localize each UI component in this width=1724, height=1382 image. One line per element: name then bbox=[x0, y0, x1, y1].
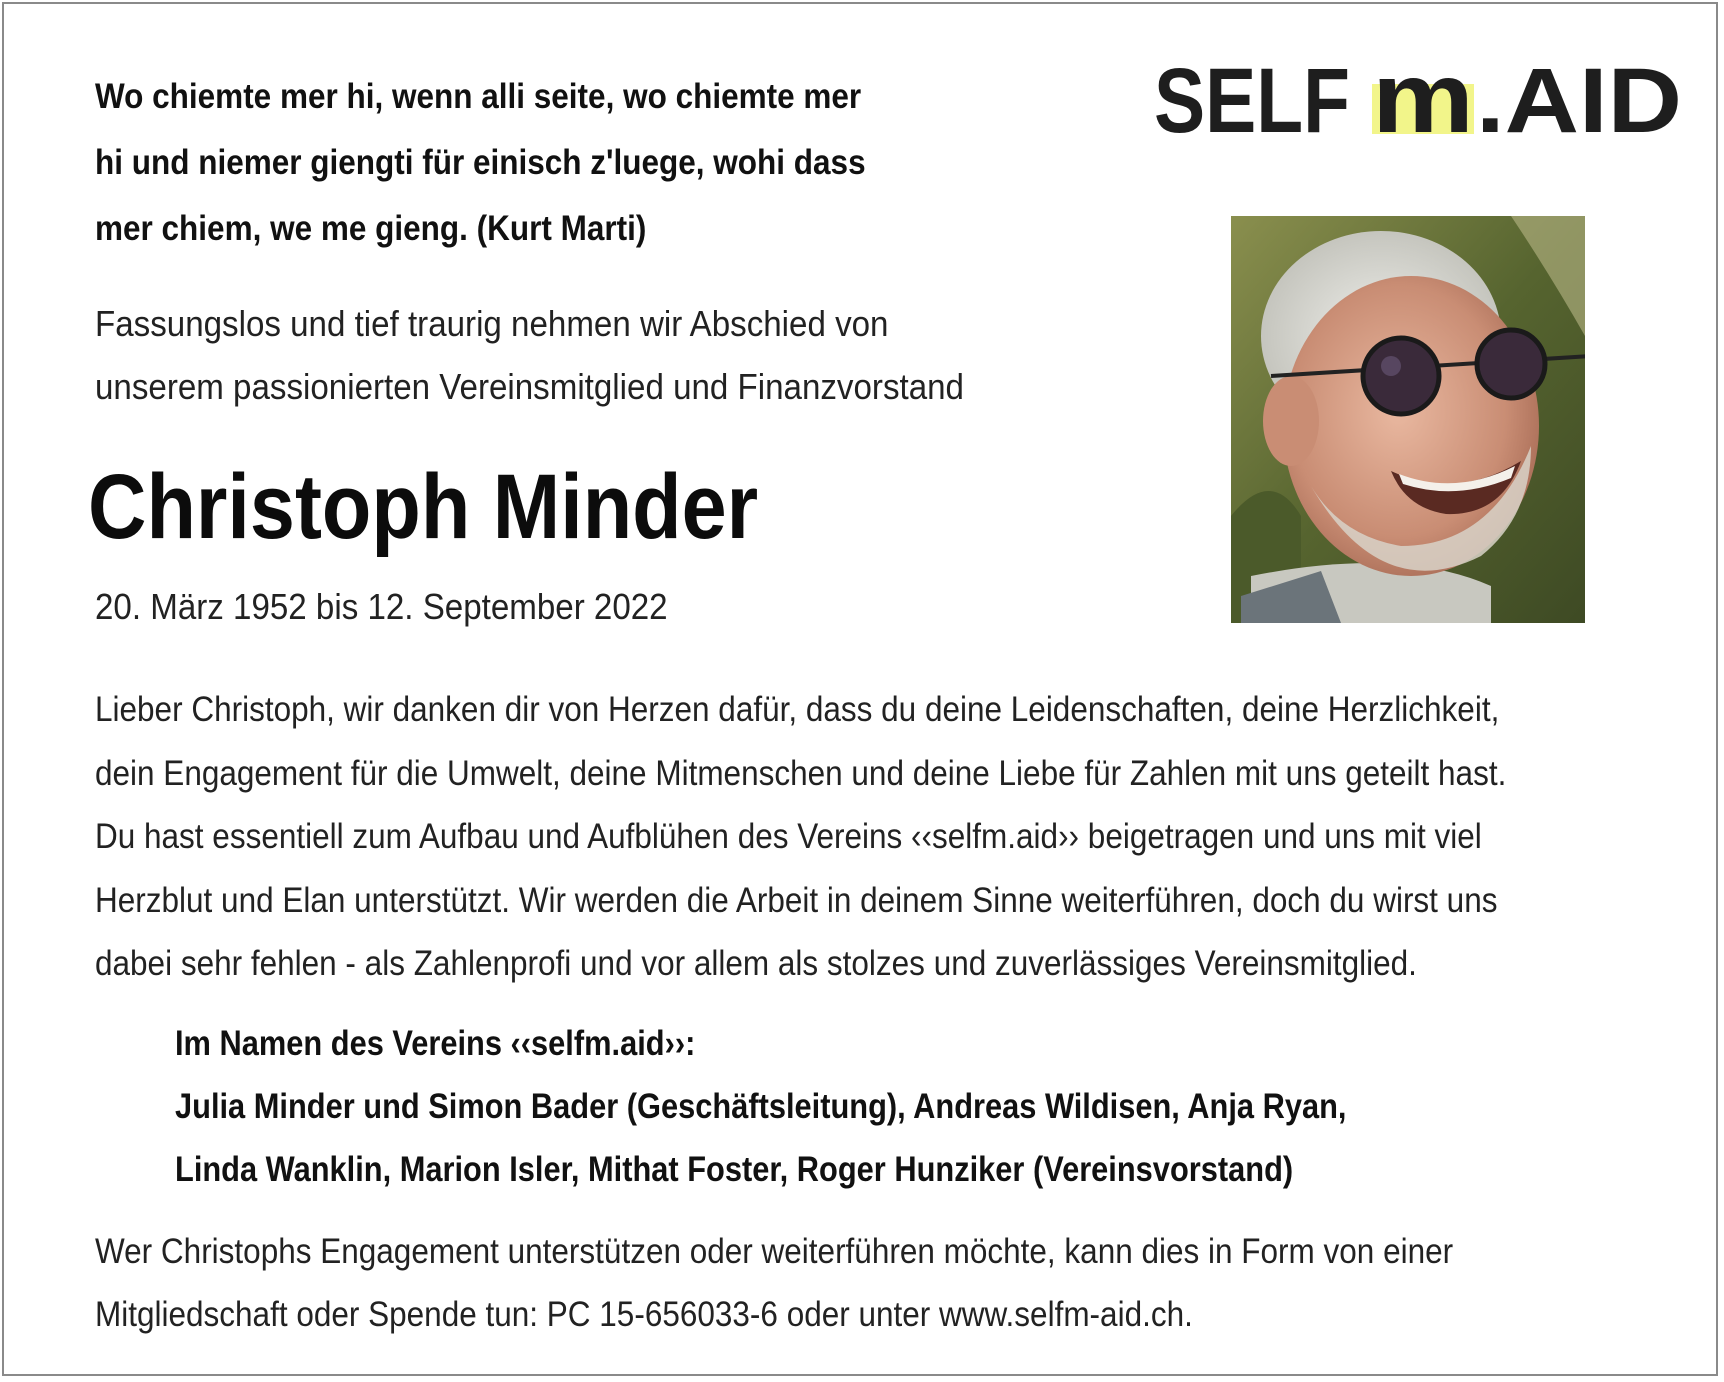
obituary-notice bbox=[2, 2, 1718, 1376]
life-dates: 20. März 1952 bis 12. September 2022 bbox=[95, 586, 668, 627]
quote-line: Wo chiemte mer hi, wenn alli seite, wo chiemte mer bbox=[95, 77, 862, 116]
message-line: Du hast essentiell zum Aufbau und Aufblühen des Vereins ‹‹selfm.aid›› beigetragen und uns mit viel bbox=[95, 817, 1482, 856]
selfm-aid-logo bbox=[1154, 48, 1684, 148]
signature-block bbox=[175, 1012, 1347, 1201]
message-line: dein Engagement für die Umwelt, deine Mitmenschen und deine Liebe für Zahlen mit uns geteilt hast. bbox=[95, 753, 1507, 793]
logo-text-right: .AID bbox=[1476, 50, 1682, 148]
opening-quote bbox=[95, 64, 887, 262]
logo-text-left: SELF bbox=[1154, 50, 1350, 148]
intro-line: unserem passionierten Vereinsmitglied und Finanzvorstand bbox=[95, 366, 964, 407]
signature-line: Linda Wanklin, Marion Isler, Mithat Foster, Roger Hunziker (Vereinsvorstand) bbox=[175, 1150, 1294, 1189]
portrait-photo bbox=[1231, 216, 1585, 623]
message-line: Herzblut und Elan unterstützt. Wir werden die Arbeit in deinem Sinne weiterführen, doch du wirst uns bbox=[95, 880, 1498, 920]
quote-line: hi und niemer giengti für einisch z'luege, wohi dass bbox=[95, 143, 866, 182]
message-line: Lieber Christoph, wir danken dir von Herzen dafür, dass du deine Leidenschaften, deine Herzlichkeit, bbox=[95, 690, 1500, 729]
signature-line: Julia Minder und Simon Bader (Geschäftsleitung), Andreas Wildisen, Anja Ryan, bbox=[175, 1087, 1347, 1126]
logo-text-mid: m bbox=[1372, 48, 1474, 148]
quote-line: mer chiem, we me gieng. (Kurt Marti) bbox=[95, 209, 647, 248]
footer-line: Mitgliedschaft oder Spende tun: PC 15-656033-6 oder unter www.selfm-aid.ch. bbox=[95, 1295, 1193, 1334]
message-line: dabei sehr fehlen - als Zahlenprofi und vor allem als stolzes und zuverlässiges Vereinsmitglied. bbox=[95, 944, 1417, 983]
memorial-message bbox=[95, 678, 1508, 996]
signature-line: Im Namen des Vereins ‹‹selfm.aid››: bbox=[175, 1024, 696, 1063]
intro-text bbox=[95, 292, 1015, 418]
donation-footer bbox=[95, 1220, 1508, 1346]
deceased-name: Christoph Minder bbox=[88, 456, 759, 558]
intro-line: Fassungslos und tief traurig nehmen wir Abschied von bbox=[95, 303, 889, 344]
footer-line: Wer Christophs Engagement unterstützen oder weiterführen möchte, kann dies in Form von einer bbox=[95, 1232, 1454, 1271]
